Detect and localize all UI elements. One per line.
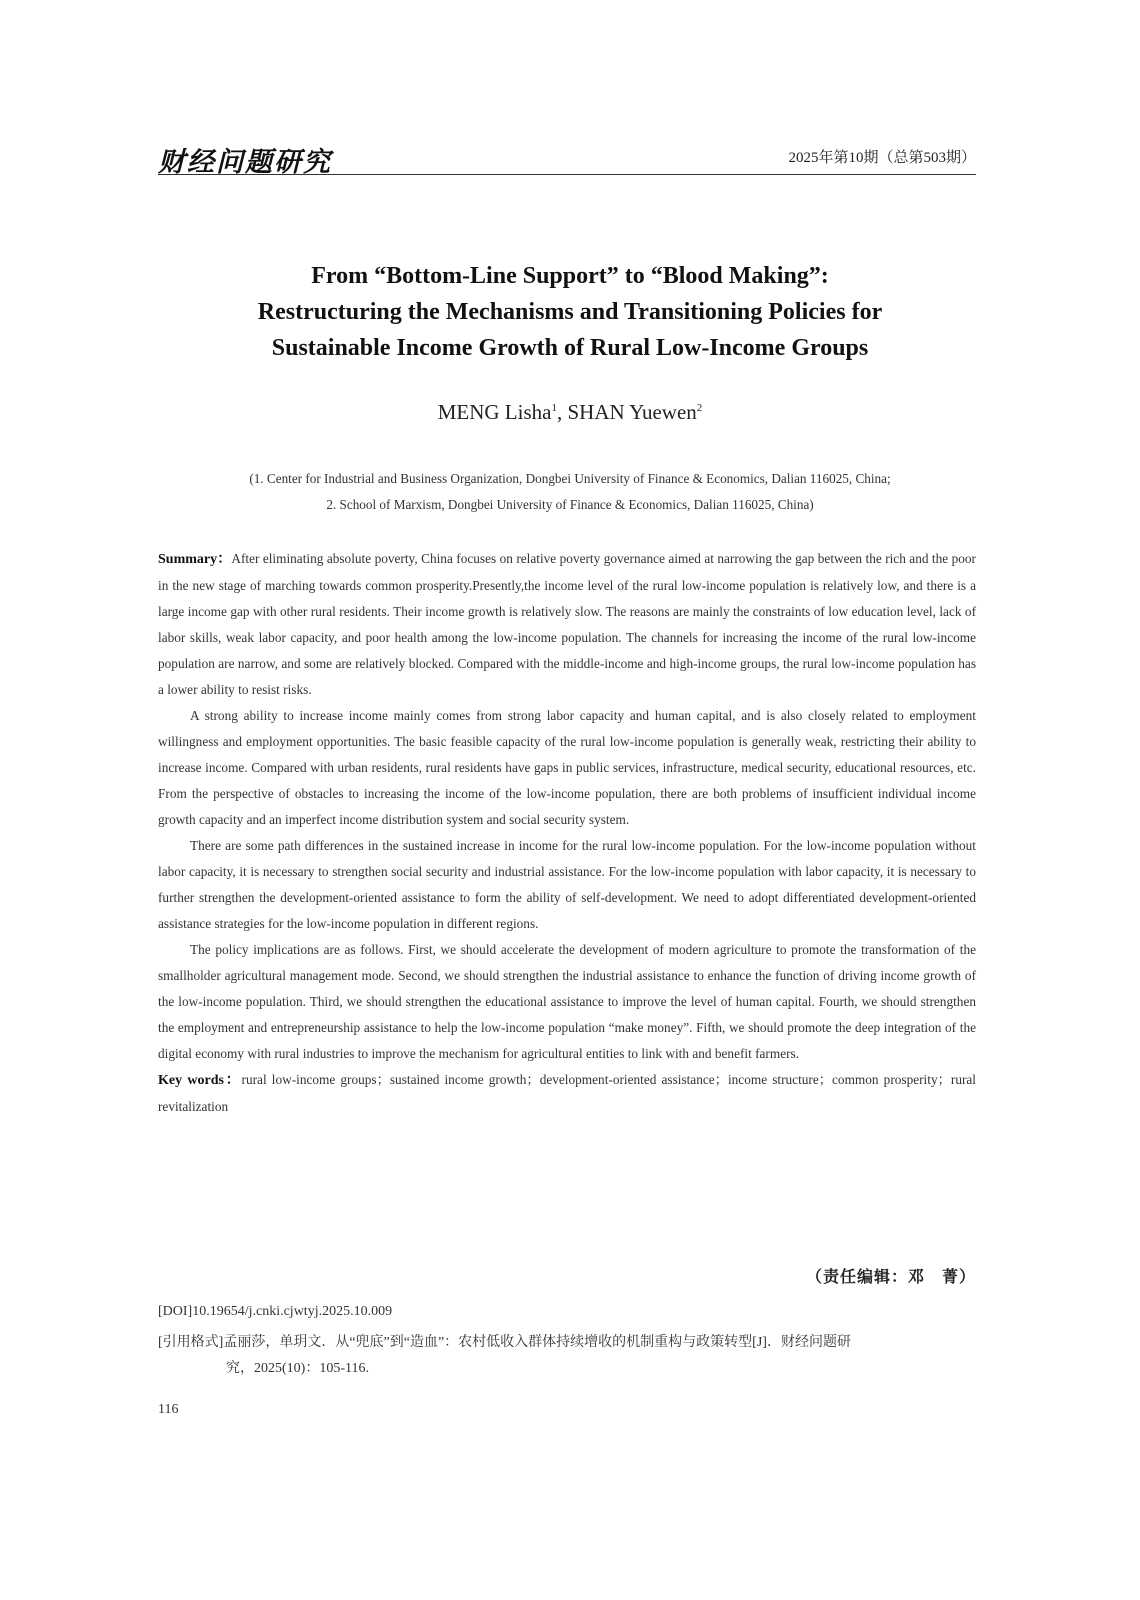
author-1-name: MENG Lisha <box>437 400 552 424</box>
summary-label: Summary： <box>158 552 232 567</box>
header-rule <box>158 174 976 175</box>
affiliations <box>150 466 990 518</box>
issue-info: 2025年第10期（总第503期） <box>788 150 976 166</box>
paper-title <box>160 258 980 366</box>
keywords <box>158 1067 976 1120</box>
summary-paragraph-3: There are some path differences in the sustained increase in income for the rural low-income population. For the low-income population without labor capacity, it is necessary to strengthen social security and industrial assistance. For the low-income population with labor capacity, it is necessary to further strengthen the development-oriented assistance to form the ability of self-development. We need to adopt differentiated development-oriented assistance strategies for the low-income population in different regions. <box>158 838 976 931</box>
title-line-1: From “Bottom-Line Support” to “Blood Making”: <box>311 263 829 289</box>
journal-logo: 财经问题研究 <box>158 147 332 178</box>
affiliation-1: (1. Center for Industrial and Business Organization, Dongbei University of Finance & Economics, Dalian 116025, China; <box>249 471 891 486</box>
title-line-2: Restructuring the Mechanisms and Transitioning Policies for <box>257 299 883 325</box>
author-separator: , <box>556 400 568 424</box>
summary-paragraph-4: The policy implications are as follows. First, we should accelerate the development of modern agriculture to promote the transformation of the smallholder agricultural management mode. Second, we should strengthen the industrial assistance to enhance the function of driving income growth of the low-income population. Third, we should strengthen the educational assistance to improve the level of human capital. Fourth, we should strengthen the employment and entrepreneurship assistance to help the low-income population “make money”. Fifth, we should promote the deep integration of the digital economy with rural industries to improve the mechanism for agricultural entities to link with and benefit farmers. <box>158 942 976 1061</box>
abstract-body <box>158 546 976 1120</box>
keywords-text: rural low-income groups；sustained income growth；development-oriented assistance；income structure；common prosperity；rural revitalization <box>158 1072 976 1114</box>
authors <box>160 400 980 425</box>
citation-line-2: 究，2025(10)：105-116. <box>226 1361 369 1376</box>
affiliation-2: 2. School of Marxism, Dongbei University of Finance & Economics, Dalian 116025, China) <box>326 497 814 512</box>
citation-line-1: [引用格式]孟丽莎，单玥文．从“兜底”到“造血”：农村低收入群体持续增收的机制重构与政策转型[J]．财经问题研 <box>158 1335 851 1350</box>
doi-line: [DOI]10.19654/j.cnki.cjwtyj.2025.10.009 <box>158 1304 393 1319</box>
author-1-affil-mark: 1 <box>551 402 557 414</box>
title-line-3: Sustainable Income Growth of Rural Low-Income Groups <box>271 335 869 361</box>
summary-paragraph-2: A strong ability to increase income mainly comes from strong labor capacity and human capital, and is also closely related to employment willingness and employment opportunities. The basic feasible capacity of the rural low-income population is generally weak, restricting their ability to increase income. Compared with urban residents, rural residents have gaps in public services, infrastructure, medical security, educational resources, etc. From the perspective of obstacles to increasing the income of the low-income population, there are both problems of insufficient individual income growth capacity and an imperfect income distribution system and social security system. <box>158 708 976 827</box>
author-2-affil-mark: 2 <box>696 402 703 414</box>
summary-text-1: After eliminating absolute poverty, China focuses on relative poverty governance aimed at narrowing the gap between the rich and the poor in the new stage of marching towards common prosperity.Presently,the income level of the rural low-income population is relatively low, and there is a large income gap with other rural residents. Their income growth is relatively slow. The reasons are mainly the constraints of low education level, lack of labor skills, weak labor capacity, and poor health among the low-income population. The channels for increasing the income of the rural low-income population are narrow, and some are relatively blocked. Compared with the middle-income and high-income groups, the rural low-income population has a lower ability to resist risks. <box>158 551 976 697</box>
summary-paragraph-1 <box>158 546 976 703</box>
page-number: 116 <box>158 1402 179 1417</box>
citation-format <box>158 1330 976 1382</box>
author-2-name: SHAN Yuewen <box>567 400 697 424</box>
responsible-editor: （责任编辑：邓 菁） <box>805 1267 976 1286</box>
keywords-label: Key words： <box>158 1073 242 1088</box>
